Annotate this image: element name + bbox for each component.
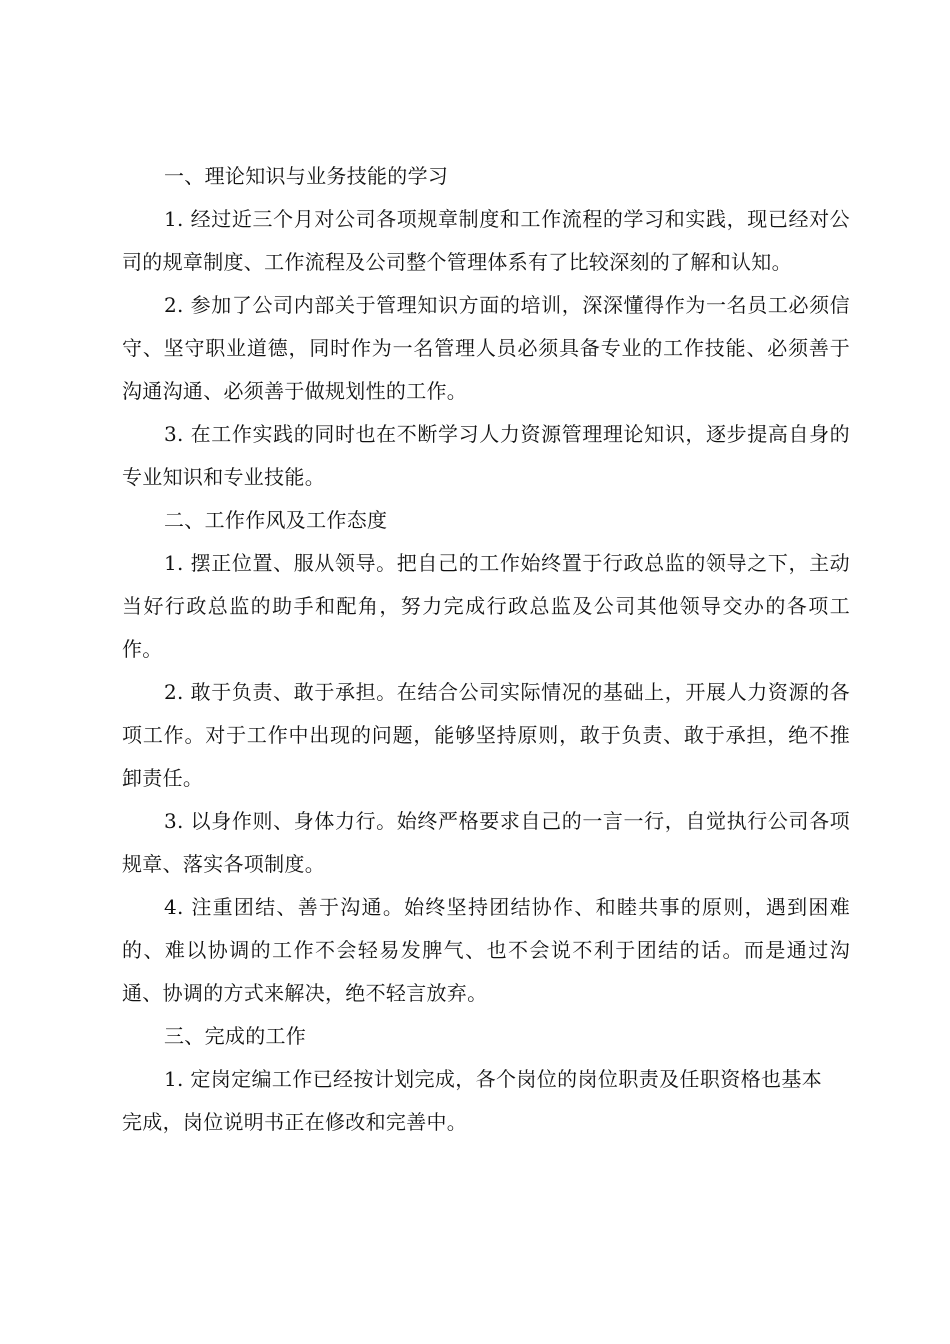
paragraph-2-2: 2. 敢于负责、敢于承担。在结合公司实际情况的基础上，开展人力资源的各项工作。对于工作中出现的问题，能够坚持原则，敢于负责、敢于承担，绝不推卸责任。	[122, 680, 850, 790]
document-body	[122, 155, 850, 1144]
paragraph-2-3: 3. 以身作则、身体力行。始终严格要求自己的一言一行，自觉执行公司各项规章、落实各项制度。	[122, 809, 850, 876]
paragraph-1-1: 1. 经过近三个月对公司各项规章制度和工作流程的学习和实践，现已经对公司的规章制度、工作流程及公司整个管理体系有了比较深刻的了解和认知。	[122, 207, 850, 274]
section-heading-3: 三、完成的工作	[164, 1024, 307, 1048]
paragraph-2-1: 1. 摆正位置、服从领导。把自己的工作始终置于行政总监的领导之下，主动当好行政总监的助手和配角，努力完成行政总监及公司其他领导交办的各项工作。	[122, 551, 850, 661]
section-heading-1: 一、理论知识与业务技能的学习	[164, 164, 449, 188]
paragraph-2-4: 4. 注重团结、善于沟通。始终坚持团结协作、和睦共事的原则，遇到困难的、难以协调的工作不会轻易发脾气、也不会说不利于团结的话。而是通过沟通、协调的方式来解决，绝不轻言放弃。	[122, 895, 850, 1005]
paragraph-1-2: 2. 参加了公司内部关于管理知识方面的培训，深深懂得作为一名员工必须信守、坚守职业道德，同时作为一名管理人员必须具备专业的工作技能、必须善于沟通沟通、必须善于做规划性的工作。	[122, 293, 850, 403]
paragraph-1-3: 3. 在工作实践的同时也在不断学习人力资源管理理论知识，逐步提高自身的专业知识和专业技能。	[122, 422, 850, 489]
paragraph-3-1: 1. 定岗定编工作已经按计划完成，各个岗位的岗位职责及任职资格也基本完成，岗位说明书正在修改和完善中。	[122, 1067, 822, 1134]
section-heading-2: 二、工作作风及工作态度	[164, 508, 388, 532]
